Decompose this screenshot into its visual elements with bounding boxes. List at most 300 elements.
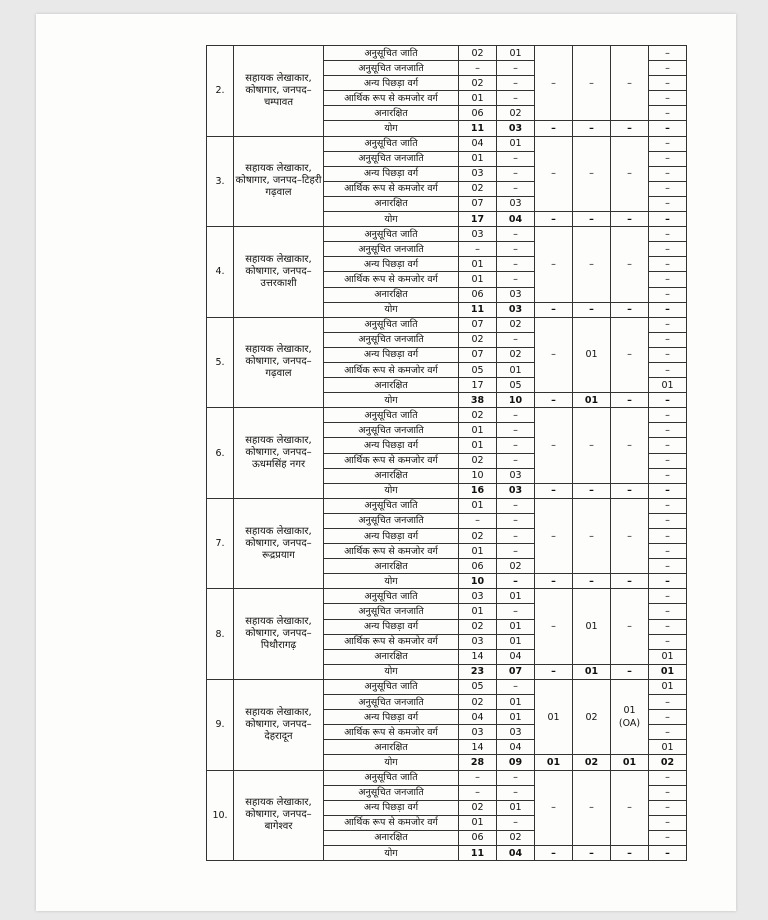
serial-number: 2. [207,46,234,137]
women-count: 02 [497,106,535,121]
women-count: – [497,529,535,544]
backlog-count: – [649,76,687,91]
total-women: 10 [497,393,535,408]
backlog-count: – [649,347,687,362]
special-category-count: – [573,770,611,845]
vacancy-count: 14 [459,740,497,755]
women-count: 01 [497,46,535,61]
women-count: – [497,408,535,423]
total-vacancy: 11 [459,121,497,136]
backlog-count: – [649,136,687,151]
vacancy-table [206,45,725,861]
total-special-count: – [573,845,611,860]
women-count: 01 [497,362,535,377]
category-label: अनुसूचित जनजाति [324,695,459,710]
total-special-count: – [573,121,611,136]
total-special-count: – [535,212,573,227]
vacancy-count: 03 [459,589,497,604]
category-label: अनुसूचित जनजाति [324,242,459,257]
vacancy-count: 01 [459,498,497,513]
women-count: – [497,181,535,196]
backlog-count: – [649,604,687,619]
women-count: – [497,91,535,106]
backlog-count: – [649,91,687,106]
women-count: 03 [497,287,535,302]
special-category-count: – [535,770,573,845]
women-count: – [497,257,535,272]
vacancy-count: 02 [459,181,497,196]
table-row [207,317,725,332]
category-label: अन्य पिछड़ा वर्ग [324,347,459,362]
vacancy-count: 07 [459,317,497,332]
women-count: 01 [497,695,535,710]
special-category-count: – [573,46,611,121]
vacancy-count: 02 [459,76,497,91]
category-label: अन्य पिछड़ा वर्ग [324,257,459,272]
women-count: – [497,498,535,513]
total-special-count: 02 [573,755,611,770]
table-row [207,227,725,242]
vacancy-count: 14 [459,649,497,664]
total-special-count: – [611,302,649,317]
total-special-count: – [573,483,611,498]
category-label: अनुसूचित जाति [324,136,459,151]
women-count: 03 [497,196,535,211]
backlog-count: – [649,498,687,513]
category-label: अन्य पिछड़ा वर्ग [324,76,459,91]
category-label: अनारक्षित [324,106,459,121]
women-count: 02 [497,347,535,362]
special-category-count: – [611,136,649,211]
vacancy-count: 01 [459,438,497,453]
category-label: अनारक्षित [324,287,459,302]
category-label: अनारक्षित [324,196,459,211]
backlog-count: – [649,362,687,377]
total-special-count: – [535,483,573,498]
category-label: अनुसूचित जनजाति [324,332,459,347]
post-name: सहायक लेखाकार, कोषागार, जनपद– पिथौरागढ़ [234,589,324,680]
backlog-count: – [649,710,687,725]
total-special-count: 02 [649,755,687,770]
category-label: अनुसूचित जाति [324,317,459,332]
backlog-count: – [649,634,687,649]
vacancy-count: 02 [459,619,497,634]
serial-number: 7. [207,498,234,589]
category-label: अनारक्षित [324,649,459,664]
women-count: 04 [497,649,535,664]
total-vacancy: 16 [459,483,497,498]
vacancy-count: 03 [459,725,497,740]
category-label: अनारक्षित [324,740,459,755]
vacancy-count: 06 [459,830,497,845]
special-category-count: – [573,227,611,302]
category-label: आर्थिक रूप से कमजोर वर्ग [324,725,459,740]
category-label: अनुसूचित जनजाति [324,61,459,76]
backlog-count: – [649,800,687,815]
vacancy-count: 01 [459,272,497,287]
table-row [207,770,725,785]
serial-number: 6. [207,408,234,499]
backlog-count: – [649,513,687,528]
serial-number: 10. [207,770,234,861]
category-label: अन्य पिछड़ा वर्ग [324,438,459,453]
total-women: 04 [497,212,535,227]
total-special-count: – [649,483,687,498]
table-row [207,46,725,61]
category-label: आर्थिक रूप से कमजोर वर्ग [324,91,459,106]
total-special-count: – [611,574,649,589]
total-special-count: – [535,302,573,317]
total-special-count: – [535,121,573,136]
women-count: – [497,815,535,830]
special-category-count: – [573,498,611,573]
category-label: आर्थिक रूप से कमजोर वर्ग [324,362,459,377]
backlog-count: – [649,151,687,166]
total-label: योग [324,302,459,317]
backlog-count: – [649,196,687,211]
backlog-count: – [649,695,687,710]
special-category-count: 01 [573,317,611,392]
women-count: 01 [497,619,535,634]
vacancy-count: 01 [459,604,497,619]
category-label: अन्य पिछड़ा वर्ग [324,166,459,181]
special-category-count: – [573,408,611,483]
vacancy-count: 02 [459,529,497,544]
category-label: अनुसूचित जाति [324,227,459,242]
total-label: योग [324,393,459,408]
total-special-count: – [649,393,687,408]
vacancy-count: 03 [459,166,497,181]
total-women: 03 [497,121,535,136]
vacancy-count: 07 [459,196,497,211]
category-label: अनारक्षित [324,378,459,393]
category-label: अनारक्षित [324,468,459,483]
backlog-count: – [649,544,687,559]
women-count: – [497,438,535,453]
vacancy-count: 04 [459,710,497,725]
category-label: आर्थिक रूप से कमजोर वर्ग [324,181,459,196]
category-label: आर्थिक रूप से कमजोर वर्ग [324,634,459,649]
serial-number: 8. [207,589,234,680]
backlog-count: – [649,332,687,347]
total-special-count: 01 [573,393,611,408]
special-category-count: – [535,589,573,664]
backlog-count: – [649,619,687,634]
total-special-count: – [649,212,687,227]
vacancy-count: 02 [459,332,497,347]
category-label: अनुसूचित जनजाति [324,785,459,800]
category-label: अनुसूचित जाति [324,679,459,694]
women-count: 01 [497,589,535,604]
total-special-count: 01 [573,664,611,679]
table-row [207,589,725,604]
total-special-count: – [573,212,611,227]
backlog-count: – [649,181,687,196]
post-name: सहायक लेखाकार, कोषागार, जनपद–बागेश्वर [234,770,324,861]
vacancy-count: 02 [459,453,497,468]
backlog-count: – [649,559,687,574]
women-count: 01 [497,634,535,649]
total-special-count: – [535,664,573,679]
total-special-count: 01 [649,664,687,679]
vacancy-count: 06 [459,106,497,121]
backlog-count: – [649,257,687,272]
post-name: सहायक लेखाकार, कोषागार, जनपद–टिहरी गढ़वाल [234,136,324,227]
vacancy-count: 03 [459,227,497,242]
special-category-count: – [611,46,649,121]
total-special-count: – [611,212,649,227]
special-category-count: 02 [573,679,611,754]
women-count: 01 [497,800,535,815]
backlog-count: – [649,423,687,438]
category-label: आर्थिक रूप से कमजोर वर्ग [324,272,459,287]
total-vacancy: 11 [459,302,497,317]
category-label: आर्थिक रूप से कमजोर वर्ग [324,544,459,559]
total-women: 09 [497,755,535,770]
women-count: 01 [497,136,535,151]
women-count: – [497,76,535,91]
backlog-count: – [649,725,687,740]
category-label: अनुसूचित जाति [324,408,459,423]
vacancy-count: 17 [459,378,497,393]
backlog-count: – [649,317,687,332]
vacancy-count: 02 [459,695,497,710]
vacancy-count: – [459,61,497,76]
category-label: अन्य पिछड़ा वर्ग [324,619,459,634]
serial-number: 5. [207,317,234,408]
category-label: आर्थिक रूप से कमजोर वर्ग [324,815,459,830]
total-special-count: – [611,483,649,498]
women-count: – [497,453,535,468]
backlog-count: – [649,589,687,604]
category-label: अन्य पिछड़ा वर्ग [324,529,459,544]
category-label: अनारक्षित [324,830,459,845]
vacancy-count: 03 [459,634,497,649]
total-women: 04 [497,845,535,860]
category-label: अनुसूचित जनजाति [324,151,459,166]
women-count: – [497,544,535,559]
backlog-count: – [649,242,687,257]
women-count: 03 [497,725,535,740]
special-category-count: 01 [535,679,573,754]
special-category-count: – [535,227,573,302]
backlog-count: 01 [649,740,687,755]
women-count: – [497,770,535,785]
special-category-count: – [535,317,573,392]
total-special-count: 01 [535,755,573,770]
post-name: सहायक लेखाकार, कोषागार, जनपद– उत्तरकाशी [234,227,324,318]
total-special-count: – [535,393,573,408]
vacancy-count: 02 [459,408,497,423]
total-label: योग [324,845,459,860]
category-label: अनारक्षित [324,559,459,574]
total-special-count: – [649,121,687,136]
special-category-count: – [611,408,649,483]
category-label: अन्य पिछड़ा वर्ग [324,800,459,815]
backlog-count: – [649,272,687,287]
women-count: 05 [497,378,535,393]
special-category-count: – [611,227,649,302]
total-label: योग [324,664,459,679]
category-label: अनुसूचित जाति [324,46,459,61]
backlog-count: – [649,46,687,61]
backlog-count: – [649,408,687,423]
vacancy-count: 01 [459,423,497,438]
women-count: – [497,242,535,257]
total-special-count: 01 [611,755,649,770]
total-women: – [497,574,535,589]
vacancy-count: 01 [459,91,497,106]
special-category-count: – [611,589,649,664]
category-label: अनुसूचित जनजाति [324,513,459,528]
vacancy-count: 01 [459,257,497,272]
total-special-count: – [535,574,573,589]
post-name: सहायक लेखाकार, कोषागार, जनपद–देहरादून [234,679,324,770]
vacancy-count: 01 [459,815,497,830]
category-label: अनुसूचित जनजाति [324,423,459,438]
total-label: योग [324,483,459,498]
backlog-count: – [649,106,687,121]
special-category-count: – [535,498,573,573]
category-label: अनुसूचित जाति [324,770,459,785]
total-special-count: – [573,574,611,589]
total-vacancy: 17 [459,212,497,227]
document-page [36,14,736,911]
total-vacancy: 23 [459,664,497,679]
vacancy-count: 01 [459,151,497,166]
women-count: – [497,604,535,619]
vacancy-count: 10 [459,468,497,483]
serial-number: 4. [207,227,234,318]
women-count: – [497,227,535,242]
category-label: अन्य पिछड़ा वर्ग [324,710,459,725]
women-count: – [497,679,535,694]
total-women: 03 [497,483,535,498]
women-count: 02 [497,317,535,332]
women-count: – [497,272,535,287]
vacancy-count: 04 [459,136,497,151]
total-vacancy: 11 [459,845,497,860]
vacancy-count: 02 [459,800,497,815]
women-count: – [497,332,535,347]
women-count: 04 [497,740,535,755]
post-name: सहायक लेखाकार, कोषागार, जनपद–गढ़वाल [234,317,324,408]
special-category-count: 01 [573,589,611,664]
women-count: 02 [497,559,535,574]
total-special-count: – [649,574,687,589]
total-label: योग [324,121,459,136]
vacancy-count: – [459,770,497,785]
table-row [207,498,725,513]
total-vacancy: 10 [459,574,497,589]
special-category-count: – [573,136,611,211]
post-name: सहायक लेखाकार, कोषागार, जनपद–रूद्रप्रयाग [234,498,324,589]
vacancy-count: – [459,785,497,800]
women-count: 02 [497,830,535,845]
total-special-count: – [611,845,649,860]
vacancy-count: – [459,513,497,528]
total-label: योग [324,574,459,589]
backlog-count: – [649,287,687,302]
post-name: सहायक लेखाकार, कोषागार, जनपद–चम्पावत [234,46,324,137]
special-category-count: – [611,498,649,573]
total-women: 03 [497,302,535,317]
total-special-count: – [611,393,649,408]
backlog-count: – [649,227,687,242]
serial-number: 9. [207,679,234,770]
women-count: – [497,423,535,438]
backlog-count: – [649,770,687,785]
vacancy-count: 05 [459,362,497,377]
backlog-count: – [649,453,687,468]
backlog-count: – [649,830,687,845]
category-label: अनुसूचित जनजाति [324,604,459,619]
table-row [207,679,725,694]
table-row [207,408,725,423]
category-label: आर्थिक रूप से कमजोर वर्ग [324,453,459,468]
total-special-count: – [573,302,611,317]
backlog-count: – [649,438,687,453]
women-count: – [497,513,535,528]
backlog-count: – [649,529,687,544]
vacancy-count: 07 [459,347,497,362]
total-special-count: – [535,845,573,860]
vacancy-count: 06 [459,559,497,574]
women-count: – [497,785,535,800]
backlog-count: 01 [649,679,687,694]
backlog-count: 01 [649,378,687,393]
backlog-count: – [649,785,687,800]
total-special-count: – [649,845,687,860]
backlog-count: – [649,815,687,830]
category-label: अनुसूचित जाति [324,589,459,604]
special-category-count: – [535,46,573,121]
backlog-count: – [649,468,687,483]
vacancy-table-body [207,46,725,861]
total-women: 07 [497,664,535,679]
table-row [207,136,725,151]
women-count: 03 [497,468,535,483]
special-category-count: – [535,136,573,211]
total-label: योग [324,755,459,770]
total-vacancy: 28 [459,755,497,770]
total-special-count: – [611,664,649,679]
backlog-count: – [649,166,687,181]
backlog-count: 01 [649,649,687,664]
special-category-count: – [611,317,649,392]
total-special-count: – [611,121,649,136]
category-label: अनुसूचित जाति [324,498,459,513]
special-category-count: – [535,408,573,483]
women-count: 01 [497,710,535,725]
special-category-count: – [611,770,649,845]
total-label: योग [324,212,459,227]
serial-number: 3. [207,136,234,227]
total-vacancy: 38 [459,393,497,408]
total-special-count: – [649,302,687,317]
vacancy-count: 06 [459,287,497,302]
vacancy-count: 02 [459,46,497,61]
vacancy-count: – [459,242,497,257]
vacancy-count: 05 [459,679,497,694]
women-count: – [497,166,535,181]
post-name: सहायक लेखाकार, कोषागार, जनपद–ऊधमसिंह नगर [234,408,324,499]
women-count: – [497,151,535,166]
women-count: – [497,61,535,76]
backlog-count: – [649,61,687,76]
special-category-count: 01 (OA) [611,679,649,754]
vacancy-count: 01 [459,544,497,559]
